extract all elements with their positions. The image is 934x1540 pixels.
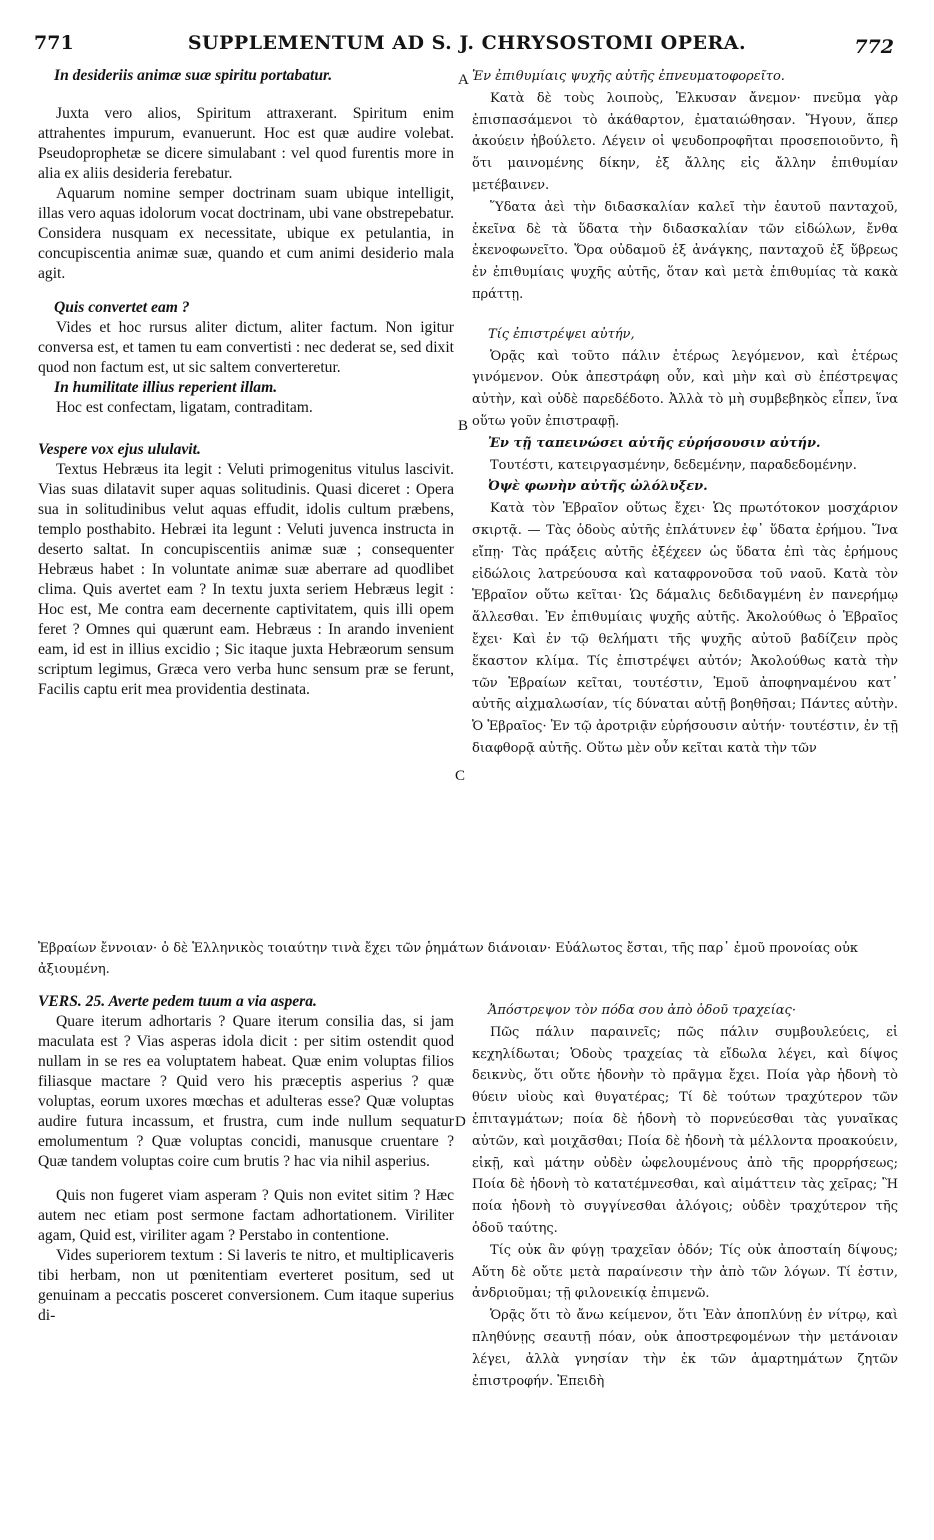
greek-lemma-10: Ἀπόστρεψον τὸν πόδα σου ἀπὸ ὁδοῦ τραχείας· bbox=[488, 1003, 796, 1018]
greek-paragraph-7: Τουτέστι, κατειργασμένην, δεδεμένην, παραδεδομένην. bbox=[490, 457, 857, 473]
column-marker-c: C bbox=[455, 768, 466, 784]
latin-lemma-1: In desideriis animæ suæ spiritu portabatur. bbox=[54, 67, 333, 84]
greek-paragraph-2: Κατὰ δὲ τοὺς λοιποὺς, Ἑλκυσαν ἄνεμον· πνεῦμα γὰρ ἐπισπασάμενοι τὸ ἀκάθαρτον, ἐματαιώθησαν. Ἤγουν, ἅπερ ἀκούειν ἠβούλετο. Λέγειν οἱ ψευδοπροφῆται προσεποιοῦντο, ἢ ὅτι μαινομένης δίκην, ἐξ ἄλλης εἰς ἄλλην ἐπιθυμίαν μετέβαινεν. bbox=[472, 90, 898, 193]
greek-lemma-4: Τίς ἐπιστρέψει αὐτήν, bbox=[488, 326, 635, 342]
running-title: SUPPLEMENTUM AD S. J. CHRYSOSTOMI OPERA. bbox=[187, 32, 747, 54]
latin-paragraph-7: Hoc est confectam, ligatam, contraditam. bbox=[56, 399, 313, 416]
latin-paragraph-9: Textus Hebræus ita legit : Veluti primogenitus vitulus lascivit. Vias suas dilatavit super aquas solitudinis. Quasi diceret : Opera sua in solitudinibus velut aquas effudit, idolis cultum præbens, templo posthabito. Hebræi ita legunt : Veluti juvenca instructa in deserto saltat. In concupiscentiis animæ suæ ; consequenter Hebræus habet : In voluntate animæ suæ aberrare ad quodlibet clima. Quis avertet eam ? In textu juxta seriem Hebræus legit : Hoc est, Me contra eam decernente captivitatem, quis illi opem feret ? Omnes qui quærunt eam. Hebræus : In arando invenient eam, id est in illius excidio ; Sic itaque juxta Hebræorum sensum scriptum legimus, Græca vero verba hunc sensum præ se ferunt, Facilis captu erit mea providentia destinata. bbox=[38, 461, 454, 698]
latin-paragraph-2: Juxta vero alios, Spiritum attraxerant. Spiritum enim attrahentes impurum, evanuerunt. Hoc est quæ audire volebat. Pseudoprophetæ se dicere simulabant : vel quod furentis more in alia ex aliis desideria ferebatur. bbox=[38, 105, 454, 182]
greek-lemma-8: Ὀψὲ φωνὴν αὐτῆς ὠλόλυξεν. bbox=[488, 479, 708, 495]
column-marker-a: A bbox=[458, 72, 469, 88]
greek-column bbox=[472, 66, 898, 916]
right-page-number: 772 bbox=[854, 36, 894, 58]
greek-column-lower bbox=[472, 1000, 898, 1532]
greek-paragraph-5: Ὁρᾷς καὶ τοῦτο πάλιν ἑτέρως λεγόμενον, καὶ ἑτέρως γινόμενον. Οὐκ ἀπεστράφη οὖν, καὶ μὴν καὶ σὺ ἐπέστρεψας αὐτὴν, καὶ οὐδὲ παρεδέδοτο. Ἀλλὰ τὸ μὴ συμβεβηκὸς εἶπεν, ἵνα οὕτω γοῦν ἐπιστραφῇ. bbox=[472, 348, 898, 429]
latin-paragraph-12: Quis non fugeret viam asperam ? Quis non evitet sitim ? Hæc autem nec etiam post sermone factam adhortationem. Viriliter agam, Quid est, viriliter agam ? Perstabo in contentione. bbox=[38, 1187, 454, 1244]
latin-lemma-4: Quis convertet eam ? bbox=[54, 299, 190, 316]
column-marker-b: B bbox=[458, 418, 469, 434]
page-header bbox=[0, 30, 934, 60]
greek-paragraph-12: Τίς οὐκ ἂν φύγῃ τραχεῖαν ὁδόν; Τίς οὐκ ἀποσταίη δίψους; Αὕτη δὲ οὔτε μετὰ παραίνεσιν τὴν ἀπὸ τῶν λόγων. Τί ἐστιν, ἀνδριοῦμαι; τῇ φιλονεικίᾳ ἐπιμενῶ. bbox=[472, 1242, 898, 1302]
latin-paragraph-13: Vides superiorem textum : Si laveris te nitro, et multiplicaveris tibi herbam, non ut pœnitentiam everteret positum, sed ut genuinam a peccatis posceret conversionem. Cum itaque superius di- bbox=[38, 1247, 454, 1324]
latin-column-lower bbox=[38, 992, 454, 1532]
column-marker-d: D bbox=[455, 1114, 466, 1130]
greek-paragraph-13: Ὁρᾷς ὅτι τὸ ἄνω κείμενον, ὅτι Ἐὰν ἀποπλύνῃ ἐν νίτρῳ, καὶ πληθύνῃς σεαυτῇ πόαν, οὐκ ἀποστρεφομένων τὴν μετάνοιαν λέγει, ἀλλὰ γνησίαν τὴν ἐκ τῶν ἁμαρτημάτων ζητῶν ἐπιστροφήν. Ἐπειδὴ bbox=[472, 1308, 898, 1389]
latin-lemma-6: In humilitate illius reperient illam. bbox=[54, 379, 278, 396]
greek-paragraph-3: Ὕδατα ἀεὶ τὴν διδασκαλίαν καλεῖ τὴν ἑαυτοῦ πανταχοῦ, ἐκεῖνα δὲ τὰ ὕδατα τὴν διδασκαλίαν τῶν εἰδώλων, ἔνθα ἐκενοφωνεῖτο. Ὅρα οὐδαμοῦ ἐξ ἀνάγκης, πανταχοῦ ἐξ ὕβρεως ἐν ἐπιθυμίαις ψυχῆς αὐτῆς, ὅταν καὶ μετὰ ἐπιθυμίας τὰ κακὰ πράττῃ. bbox=[472, 199, 898, 302]
latin-verse-label: VERS. 25. Averte pedem tuum a via aspera. bbox=[38, 993, 317, 1010]
latin-lemma-8: Vespere vox ejus ululavit. bbox=[38, 441, 201, 458]
latin-paragraph-5: Vides et hoc rursus aliter dictum, aliter factum. Non igitur conversa est, et tamen tu eam convertisti : nec dederat se, sed dixit quod non factum est, ut sic saltem converteretur. bbox=[38, 319, 454, 376]
greek-lemma-1: Ἐν ἐπιθυμίαις ψυχῆς αὐτῆς ἐπνευματοφορεῖτο. bbox=[472, 69, 785, 84]
greek-paragraph-11: Πῶς πάλιν παραινεῖς; πῶς πάλιν συμβουλεύεις, εἰ κεχηλίδωται; Ὁδοὺς τραχείας τὰ εἴδωλα λέγει, καὶ δίψος δεικνὺς, ὅτι οὔτε ἡδονὴν τὸ πρᾶγμα ἔχει. Ποία γὰρ ἡδονὴ τὸ θύειν υἱοὺς καὶ θυγατέρας; Τί δὲ τούτων τραχύτερον τῶν ἐπιταγμάτων; ποία δὲ ἡδονὴ τὸ πορνεύεσθαι τὰς γυναῖκας αὐτῶν, καὶ μοιχᾶσθαι; Ποία δὲ ἡδονὴ τὰ μέλλοντα προακούειν, εἰκῇ, καὶ μάτην οὐδὲν ὠφελουμένους ἀπὸ τῆς προρρήσεως; Ποία δὲ ἡδονὴ τὸ κατατέμνεσθαι, καὶ αἱμάττειν τὰς χεῖρας; Ἢ ποία ἡδονὴ τὸ συγγίνεσθαι ἀλόγοις; οὐδὲν τραχύτερον τῆς ὁδοῦ ταύτης. bbox=[472, 1024, 898, 1236]
greek-lemma-6: Ἐν τῇ ταπεινώσει αὐτῆς εὑρήσουσιν αὐτήν. bbox=[488, 435, 821, 451]
latin-paragraph-3: Aquarum nomine semper doctrinam suam ubique intelligit, illas vero aquas idolorum vocat doctrinam, ubi vane obstrepebatur. Considera nusquam ex necessitate, ubique ex petulantia, in concupiscentia animæ suæ, quando et cum animi desiderio mala agit. bbox=[38, 185, 454, 282]
left-page-number: 771 bbox=[34, 32, 74, 54]
latin-verse-heading bbox=[38, 992, 454, 1012]
latin-paragraph-11: Quare iterum adhortaris ? Quare iterum consilia das, si jam maculata est ? Vias asperas idola dicit : per sitim ostendit quod nullam in se res ea voluptatem habeat. Quæ enim voluptas filios filiasque mactare ? Quid vero his præceptis asperius ? quæ voluptas, eorum uxores mœchas et adulteras esse? Quæ voluptas audire futura incassum, et frustra, cum inde nullum sequatur emolumentum ? Quæ voluptas concidi, manusque cruentare ? Quæ tandem voluptas coire cum brutis ? hac via nihil asperius. bbox=[38, 1013, 454, 1170]
latin-column bbox=[38, 66, 454, 916]
spanning-greek-line: Ἑβραίων ἔννοιαν· ὁ δὲ Ἑλληνικὸς τοιαύτην τινὰ ἔχει τῶν ῥημάτων διάνοιαν· Εὐάλωτος ἔσται, τῆς παρ᾽ ἐμοῦ προνοίας οὐκ ἀξιουμένη. bbox=[38, 941, 859, 977]
greek-paragraph-9: Κατὰ τὸν Ἑβραῖον οὕτως ἔχει· Ὡς πρωτότοκον μοσχάριον σκιρτᾷ. — Τὰς ὁδοὺς αὐτῆς ἐπλάτυνεν ἐφ᾽ ὕδατα ἐρήμου. Ἵνα εἴπῃ· Τὰς πράξεις αὐτῆς ἐξέχεεν ὡς ὕδατα ἐπὶ τὰς ἐρήμους εἰδώλοις λατρεύουσα καὶ καταφρονοῦσα τοῦ ναοῦ. Κατὰ τὸν Ἑβραῖον οὕτω κεῖται· Ὡς δάμαλις δεδιδαγμένη ἐν πανερήμῳ ἅλλεσθαι. Ἐν ἐπιθυμίαις ψυχῆς αὐτῆς. Ἀκολούθως ὁ Ἑβραῖος ἔχει· Καὶ ἐν τῷ θελήματι τῆς ψυχῆς αὐτοῦ βαδίζειν πρὸς ἕκαστον κλίμα. Τίς ἐπιστρέψει αὐτόν; Ἀκολούθως κατὰ τὴν τῶν Ἑβραίων κεῖται, τουτέστιν, Ἐμοῦ ἀποφηναμένου κατ᾽ αὐτῆς αἰχμαλωσίαν, τίς δύναται αὐτῇ βοηθῆσαι; Πάντες αὐτὴν. Ὁ Ἑβραῖος· Ἐν τῷ ἀροτριᾷν εὑρήσουσιν αὐτήν· τουτέστιν, ἐν τῇ διαφθορᾷ αὐτῆς. Οὕτω μὲν οὖν κεῖται κατὰ τὴν τῶν bbox=[472, 501, 898, 756]
